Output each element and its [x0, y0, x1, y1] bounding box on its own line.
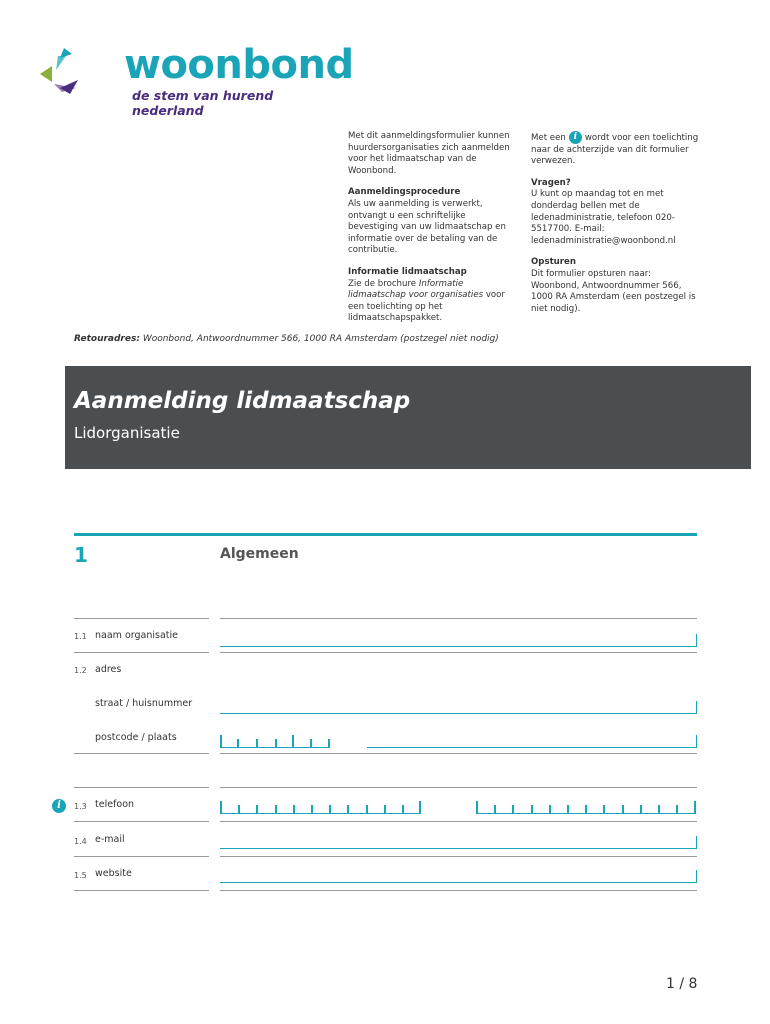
rule	[74, 618, 209, 619]
form-title: Aanmelding lidmaatschap	[74, 388, 411, 414]
phone-input-1[interactable]	[220, 801, 421, 814]
return-address-text: Woonbond, Antwoordnummer 566, 1000 RA Amsterdam (postzegel niet nodig)	[142, 334, 499, 344]
info-text-1: Zie de brochure	[348, 278, 417, 289]
met-een-text: Met een	[531, 133, 566, 143]
rule	[220, 890, 697, 891]
field-number: 1.5	[74, 871, 87, 880]
questions-heading: Vragen?	[531, 177, 571, 188]
field-label-street: straat / huisnummer	[95, 698, 193, 709]
rule	[74, 787, 209, 788]
field-number: 1.4	[74, 837, 87, 846]
intro-right-column	[531, 131, 701, 325]
website-input[interactable]	[220, 870, 697, 883]
rule	[74, 652, 209, 653]
questions-text: U kunt op maandag tot en met donderdag bellen met de ledenadministratie, telefoon 020-5517700. E-mail: ledenadministratie@woonbond.nl	[531, 189, 676, 246]
city-input[interactable]	[367, 735, 697, 748]
form-subtitle: Lidorganisatie	[74, 424, 180, 442]
procedure-text: Als uw aanmelding is verwerkt, ontvangt u een schriftelijke bevestiging van uw lidmaatschap en informatie over de betaling van de contributie.	[348, 198, 506, 256]
rule	[220, 652, 697, 653]
title-banner	[65, 366, 751, 469]
field-label-phone: telefoon	[95, 799, 135, 810]
rule	[74, 821, 209, 822]
return-address-label: Retouradres:	[74, 334, 140, 344]
field-label-address: adres	[95, 664, 122, 675]
icon-explanation-text: wordt voor een toelichting naar de achterzijde van dit formulier verwezen.	[531, 133, 699, 167]
return-address	[74, 334, 499, 344]
info-text-2: voor een toelichting op het lidmaatschapspakket.	[348, 290, 505, 324]
organisation-name-input[interactable]	[220, 634, 697, 647]
page-number: 1 / 8	[666, 976, 698, 992]
street-input[interactable]	[220, 701, 697, 714]
woonbond-logo	[36, 42, 354, 118]
field-label-website: website	[95, 868, 132, 879]
rule	[220, 821, 697, 822]
section-title: Algemeen	[220, 546, 299, 562]
rule	[74, 753, 209, 754]
send-text: Dit formulier opsturen naar: Woonbond, Antwoordnummer 566, 1000 RA Amsterdam (een postzegel is niet nodig).	[531, 268, 696, 314]
rule	[220, 856, 697, 857]
info-heading: Informatie lidmaatschap	[348, 266, 467, 277]
field-label-organisation-name: naam organisatie	[95, 630, 178, 641]
field-label-postcode-city: postcode / plaats	[95, 732, 177, 743]
rule	[74, 856, 209, 857]
field-number: 1.3	[74, 802, 87, 811]
email-input[interactable]	[220, 836, 697, 849]
icon-explanation	[531, 131, 701, 168]
field-number: 1.2	[74, 666, 87, 675]
logo-wordmark: woonbond	[124, 42, 354, 88]
section-number: 1	[74, 543, 88, 567]
questions-block	[531, 178, 701, 248]
rule	[74, 890, 209, 891]
rule	[220, 787, 697, 788]
field-label-email: e-mail	[95, 834, 125, 845]
info-block	[348, 267, 513, 325]
rule	[220, 753, 697, 754]
postcode-input[interactable]	[220, 735, 330, 748]
rule	[220, 618, 697, 619]
phone-input-2[interactable]	[476, 801, 696, 814]
send-heading: Opsturen	[531, 257, 576, 268]
intro-left-column	[348, 131, 513, 335]
procedure-heading: Aanmeldingsprocedure	[348, 187, 461, 198]
info-icon[interactable]: i	[52, 799, 66, 813]
info-icon: i	[569, 131, 582, 144]
send-block	[531, 257, 701, 315]
logo-triangle-icon	[36, 44, 92, 100]
section-divider	[74, 533, 697, 536]
procedure-block	[348, 187, 513, 257]
intro-text: Met dit aanmeldingsformulier kunnen huurdersorganisaties zich aanmelden voor het lidmaatschap van de Woonbond.	[348, 131, 510, 176]
field-number: 1.1	[74, 632, 87, 641]
logo-tagline: de stem van hurend nederland	[132, 88, 274, 118]
brochure-title: Informatie lidmaatschap voor organisaties	[348, 278, 484, 301]
